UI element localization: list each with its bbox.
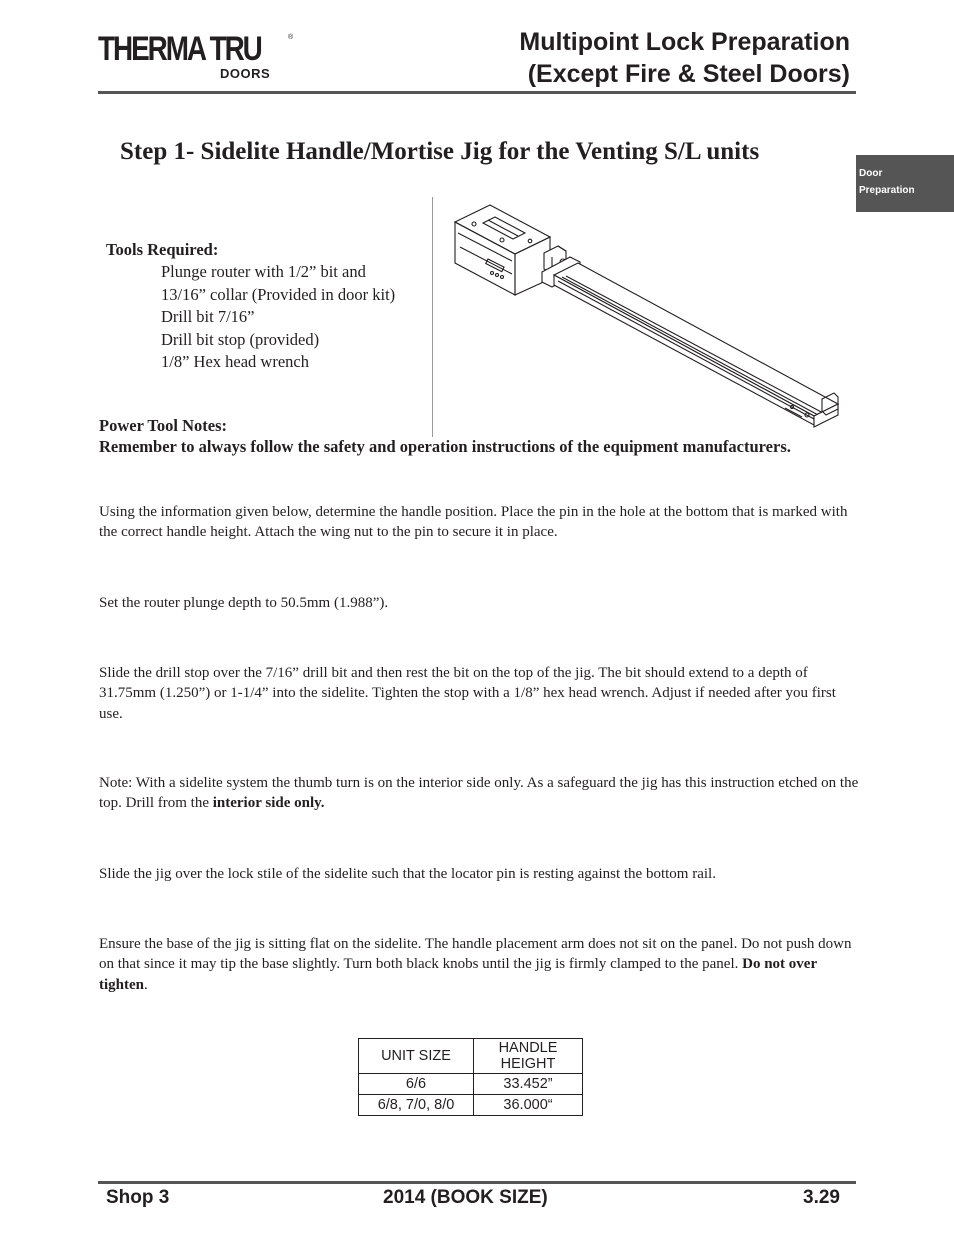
step-title: Step 1- Sidelite Handle/Mortise Jig for the Venting S/L units xyxy=(120,138,760,165)
power-tool-notes-body: Remember to always follow the safety and operation instructions of the equipment manufacturers. xyxy=(99,437,791,456)
tool-item: Drill bit 7/16” xyxy=(161,307,255,327)
section-tab xyxy=(856,155,954,212)
table-cell: 36.000“ xyxy=(474,1095,583,1116)
section-tab-line1: Door xyxy=(859,168,883,179)
tool-item: 1/8” Hex head wrench xyxy=(161,352,309,372)
table-header-row xyxy=(359,1039,583,1074)
instruction-paragraph-2: Set the router plunge depth to 50.5mm (1.988”). xyxy=(99,595,389,611)
instruction-paragraph-4 xyxy=(99,773,859,814)
handle-height-table xyxy=(358,1038,583,1116)
logo-wordmark: THERMA TRU xyxy=(98,30,261,68)
note-text: Note: With a sidelite system the thumb turn is on the interior side only. As a safeguard the jig has this instruction etched on the top. Drill from the xyxy=(99,775,859,812)
clamp-period: . xyxy=(144,976,148,993)
header-title-line2: (Except Fire & Steel Doors) xyxy=(527,60,850,88)
instruction-paragraph-3: Slide the drill stop over the 7/16” drill bit and then rest the bit on the top of the jig. The bit should extend to a depth of 31.75mm (1.250”) or 1-1/4” into the sidelite. Tighten the stop with a 1/8” hex head wrench. Adjust if needed after you first use. xyxy=(99,665,836,722)
instruction-paragraph-1: Using the information given below, determine the handle position. Place the pin in the hole at the bottom that is marked with the correct handle height. Attach the wing nut to the pin to secure it in place. xyxy=(99,504,848,541)
tools-list xyxy=(161,261,395,374)
therma-tru-logo xyxy=(98,30,298,82)
section-tab-line2: Preparation xyxy=(859,185,915,196)
instruction-paragraph-5: Slide the jig over the lock stile of the sidelite such that the locator pin is resting against the bottom rail. xyxy=(99,866,716,882)
header-title-line1: Multipoint Lock Preparation xyxy=(519,28,850,56)
table-cell: 6/8, 7/0, 8/0 xyxy=(359,1095,474,1116)
instruction-paragraph-6 xyxy=(99,934,859,995)
table-header-cell: UNIT SIZE xyxy=(359,1039,474,1074)
table-cell: 6/6 xyxy=(359,1074,474,1095)
power-tool-notes-heading: Power Tool Notes: xyxy=(99,416,228,435)
page-header-title xyxy=(430,26,850,90)
footer-rule xyxy=(98,1181,856,1184)
column-divider xyxy=(432,197,433,437)
tools-heading: Tools Required: xyxy=(106,240,219,259)
note-emphasis: interior side only. xyxy=(212,795,325,812)
logo-registered-mark: ® xyxy=(288,34,294,41)
tool-item: Plunge router with 1/2” bit and xyxy=(161,262,366,281)
table-row xyxy=(359,1074,583,1095)
footer-page-number: 3.29 xyxy=(803,1187,840,1208)
footer-left: Shop 3 xyxy=(106,1187,170,1208)
header-rule xyxy=(98,91,856,94)
clamp-emphasis: Do not over tighten xyxy=(99,956,817,993)
table-row xyxy=(359,1095,583,1116)
clamp-text: Ensure the base of the jig is sitting flat on the sidelite. The handle placement arm does not sit on the panel. Do not push down on that since it may tip the base slightly. Turn both black knobs until the jig is firmly clamped to the panel. xyxy=(99,936,852,973)
table-header-cell: HANDLE HEIGHT xyxy=(474,1039,583,1074)
footer-center: 2014 (BOOK SIZE) xyxy=(383,1187,548,1208)
tool-item: 13/16” collar (Provided in door kit) xyxy=(161,284,396,304)
tool-item: Drill bit stop (provided) xyxy=(161,329,320,349)
mortise-jig-illustration xyxy=(450,197,845,437)
logo-doors: DOORS xyxy=(220,66,271,81)
table-cell: 33.452” xyxy=(474,1074,583,1095)
